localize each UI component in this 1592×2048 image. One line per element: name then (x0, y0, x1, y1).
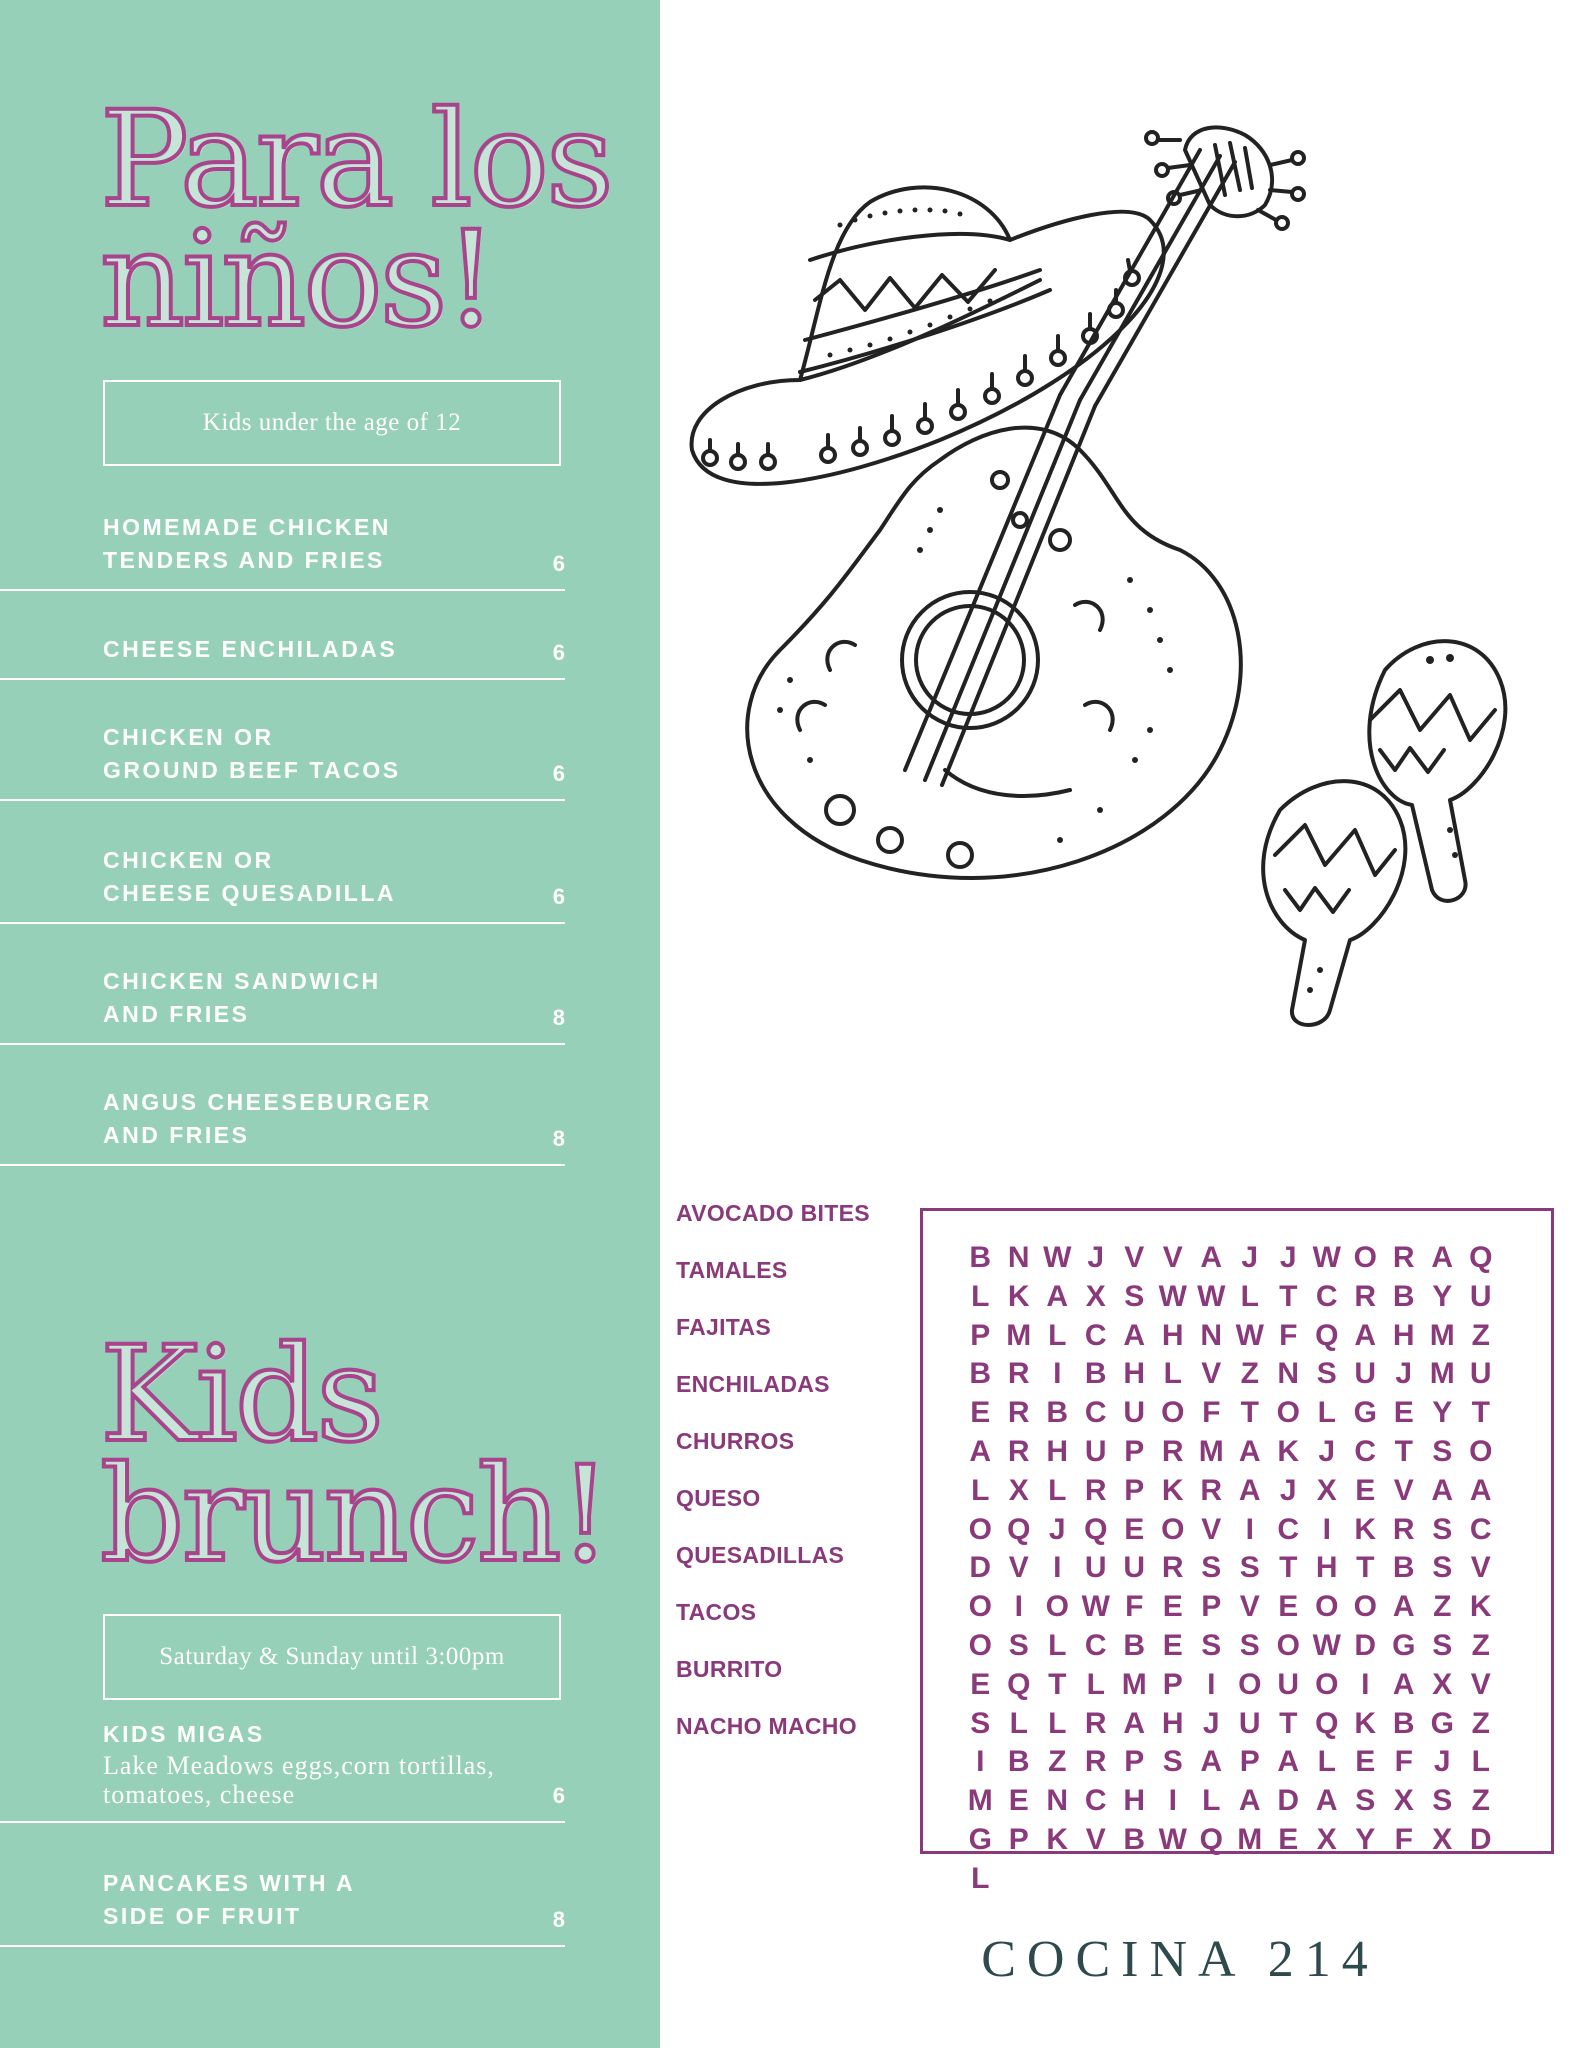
word-search-letter[interactable]: S (1201, 1551, 1222, 1585)
word-search-letter[interactable]: L (971, 1861, 990, 1895)
word-search-letter[interactable]: M (1429, 1318, 1455, 1352)
word-search-letter[interactable]: P (1162, 1667, 1183, 1701)
menu-item-name: CHICKEN OR GROUND BEEF TACOS (103, 724, 401, 783)
word-search-letter[interactable]: I (1361, 1667, 1370, 1701)
word-search-letter[interactable]: W (1312, 1241, 1341, 1274)
word-search-letter[interactable]: C (1084, 1396, 1107, 1430)
brand-logo: COCINA 214 (981, 1931, 1379, 1988)
word-search-letter[interactable]: X (1432, 1822, 1453, 1856)
menu-item-name (103, 1718, 523, 1809)
word-search-letter[interactable]: Q (1199, 1822, 1223, 1856)
guitar-icon (747, 127, 1304, 878)
word-search-letter[interactable]: I (1322, 1512, 1331, 1546)
word-search-letter[interactable]: Z (1048, 1745, 1067, 1779)
word-list-item: NACHO MACHO (676, 1713, 857, 1739)
word-search-letter[interactable]: O (968, 1628, 992, 1662)
word-search-letter[interactable]: L (1048, 1706, 1067, 1740)
word-search-letter[interactable]: X (1085, 1279, 1106, 1313)
menu-item-price: 8 (552, 1907, 565, 1932)
word-search-letter[interactable]: T (1356, 1551, 1375, 1585)
word-search-letter[interactable]: J (1087, 1241, 1105, 1274)
word-search-letter[interactable]: I (1053, 1551, 1062, 1585)
word-search-letter[interactable]: R (1084, 1706, 1107, 1740)
word-search-letter[interactable]: A (969, 1434, 992, 1468)
word-search-letter[interactable]: U (1084, 1434, 1107, 1468)
word-search-letter[interactable]: O (1469, 1434, 1493, 1468)
word-search-letter[interactable]: L (1240, 1279, 1259, 1313)
word-search-letter[interactable]: E (1355, 1473, 1376, 1507)
word-list-item: QUESO (676, 1485, 761, 1511)
word-search-letter[interactable]: I (1014, 1590, 1023, 1624)
word-search-letter[interactable]: E (970, 1667, 991, 1701)
word-search-letter[interactable]: H (1161, 1318, 1184, 1352)
word-search-letter[interactable]: A (1200, 1241, 1223, 1274)
word-search-letter[interactable]: R (1392, 1512, 1415, 1546)
word-search-letter[interactable]: L (1163, 1357, 1182, 1391)
word-search-letter[interactable]: P (1008, 1822, 1029, 1856)
word-search-letter[interactable]: K (1354, 1706, 1377, 1740)
word-search-letter[interactable]: B (1007, 1745, 1030, 1779)
word-search-letter[interactable]: T (1048, 1667, 1067, 1701)
word-search-letter[interactable]: S (1201, 1628, 1222, 1662)
word-search-letter[interactable]: O (1353, 1241, 1377, 1274)
word-search-letter[interactable]: B (1392, 1279, 1415, 1313)
word-search-letter[interactable]: F (1279, 1318, 1298, 1352)
word-search-letter[interactable]: N (1277, 1357, 1300, 1391)
word-search-letter[interactable]: O (1238, 1667, 1262, 1701)
word-search-letter[interactable]: Q (1007, 1667, 1031, 1701)
word-search-letter[interactable]: Y (1355, 1822, 1376, 1856)
word-search-letter[interactable]: O (1161, 1396, 1185, 1430)
word-search-letter[interactable]: S (1239, 1551, 1260, 1585)
word-search-letter[interactable]: N (1007, 1241, 1030, 1274)
word-search-letter[interactable]: J (1318, 1434, 1336, 1468)
word-search-letter[interactable]: T (1279, 1551, 1298, 1585)
word-search-letter[interactable]: L (1202, 1784, 1221, 1818)
word-search-letter[interactable]: H (1161, 1706, 1184, 1740)
menu-item-description: Lake Meadows eggs,corn tortillas, tomatoes, cheese (103, 1751, 495, 1809)
word-search-letter[interactable]: V (1124, 1241, 1145, 1274)
word-search-letter[interactable]: O (968, 1590, 992, 1624)
word-search-letter[interactable]: L (1048, 1473, 1067, 1507)
word-search-letter[interactable]: F (1125, 1590, 1144, 1624)
word-search-letter[interactable]: J (1279, 1473, 1297, 1507)
kids-age-note: Kids under the age of 12 (103, 380, 561, 466)
word-search-letter[interactable]: E (1162, 1628, 1183, 1662)
word-search-letter[interactable]: A (1392, 1667, 1415, 1701)
word-list-item: ENCHILADAS (676, 1371, 830, 1397)
word-search-letter[interactable]: A (1046, 1279, 1069, 1313)
word-search-letter[interactable]: O (1353, 1590, 1377, 1624)
word-search-letter[interactable]: R (1354, 1279, 1377, 1313)
word-search-letter[interactable]: Z (1433, 1590, 1452, 1624)
word-search-letter[interactable]: A (1238, 1434, 1261, 1468)
menu-item-name: CHEESE ENCHILADAS (103, 636, 398, 662)
word-search-letter[interactable]: W (1158, 1822, 1187, 1856)
word-search-letter[interactable]: M (1006, 1318, 1032, 1352)
menu-item-name: CHICKEN SANDWICH AND FRIES (103, 968, 381, 1027)
word-search-letter[interactable]: S (1239, 1628, 1260, 1662)
word-search-letter[interactable]: I (1168, 1784, 1177, 1818)
word-search-letter[interactable]: H (1046, 1434, 1069, 1468)
word-search-letter[interactable]: L (971, 1279, 990, 1313)
word-search-letter[interactable]: O (1276, 1628, 1300, 1662)
word-search-letter[interactable]: B (969, 1357, 992, 1391)
word-search-letter[interactable]: A (1354, 1318, 1377, 1352)
word-search-letter[interactable]: G (968, 1822, 992, 1856)
word-search-letter[interactable]: P (1124, 1745, 1145, 1779)
word-search-letter[interactable]: K (1469, 1590, 1492, 1624)
word-search-letter[interactable]: Q (1469, 1241, 1493, 1274)
word-search-letter[interactable]: F (1394, 1745, 1413, 1779)
word-search-letter[interactable]: P (1239, 1745, 1260, 1779)
word-search-letter[interactable]: K (1007, 1279, 1030, 1313)
word-search-letter[interactable]: J (1433, 1745, 1451, 1779)
kids-menu-title: Para los niños! (100, 83, 611, 357)
menu-item-name: HOMEMADE CHICKEN TENDERS AND FRIES (103, 514, 391, 573)
word-search-letter[interactable]: F (1394, 1822, 1413, 1856)
word-search-letter[interactable]: D (1354, 1628, 1377, 1662)
menu-item-price: 6 (552, 761, 565, 786)
word-search-letter[interactable]: V (1085, 1822, 1106, 1856)
word-search-letter[interactable]: J (1048, 1512, 1066, 1546)
word-search-letter[interactable]: Q (1084, 1512, 1108, 1546)
word-search-letter[interactable]: U (1123, 1551, 1146, 1585)
word-search-letter[interactable]: V (1470, 1551, 1491, 1585)
word-search-letter[interactable]: M (1429, 1357, 1455, 1391)
word-search-letter[interactable]: S (1124, 1279, 1145, 1313)
word-search-letter[interactable]: T (1240, 1396, 1259, 1430)
word-search-letter[interactable]: R (1084, 1473, 1107, 1507)
word-search-letter[interactable]: J (1202, 1706, 1220, 1740)
word-search-letter[interactable]: S (1432, 1784, 1453, 1818)
word-search-letter[interactable]: S (1432, 1512, 1453, 1546)
word-search-letter[interactable]: L (1471, 1745, 1490, 1779)
word-search-letter[interactable]: G (1430, 1706, 1454, 1740)
menu-item (0, 1043, 565, 1166)
brunch-title: Kids brunch! (100, 1318, 609, 1592)
menu-item (0, 1700, 565, 1823)
word-search-letter[interactable]: O (1276, 1396, 1300, 1430)
word-search-letter[interactable]: E (1355, 1745, 1376, 1779)
word-search-letter[interactable]: V (1470, 1667, 1491, 1701)
word-search-letter[interactable]: W (1043, 1241, 1072, 1274)
word-search-letter[interactable]: C (1277, 1512, 1300, 1546)
word-search-letter[interactable]: P (970, 1318, 991, 1352)
word-list-item: TACOS (676, 1599, 757, 1625)
word-search-letter[interactable]: A (1200, 1745, 1223, 1779)
word-search-letter[interactable]: T (1471, 1396, 1490, 1430)
word-search-letter[interactable]: D (969, 1551, 992, 1585)
word-search-letter[interactable]: J (1241, 1241, 1259, 1274)
word-search-letter[interactable]: H (1123, 1357, 1146, 1391)
word-search-letter[interactable]: I (1053, 1357, 1062, 1391)
word-search-letter[interactable]: B (1084, 1357, 1107, 1391)
word-search-letter[interactable]: L (1317, 1396, 1336, 1430)
word-search-letter[interactable]: A (1469, 1473, 1492, 1507)
word-search-letter[interactable]: S (1162, 1745, 1183, 1779)
word-search-letter[interactable]: B (1392, 1551, 1415, 1585)
word-search-letter[interactable]: W (1081, 1590, 1110, 1624)
menu-item-price: 8 (552, 1005, 565, 1030)
word-search-letter[interactable]: V (1162, 1241, 1183, 1274)
kids-menu-panel (0, 0, 660, 2048)
word-search-letter[interactable]: K (1046, 1822, 1069, 1856)
word-list-item: FAJITAS (676, 1314, 771, 1340)
word-search-letter[interactable]: Z (1471, 1784, 1490, 1818)
menu-item-name: CHICKEN OR CHEESE QUESADILLA (103, 847, 396, 906)
word-search-letter[interactable]: G (1353, 1396, 1377, 1430)
menu-item-price: 6 (552, 640, 565, 665)
word-search-letter[interactable]: S (1432, 1551, 1453, 1585)
word-search-letter[interactable]: R (1084, 1745, 1107, 1779)
word-search-letter[interactable]: E (1008, 1784, 1029, 1818)
word-search-letter[interactable]: S (970, 1706, 991, 1740)
word-search-letter[interactable]: A (1123, 1706, 1146, 1740)
word-search-letter[interactable]: X (1008, 1473, 1029, 1507)
word-search-letter[interactable]: W (1235, 1318, 1264, 1352)
word-search-letter[interactable]: A (1238, 1473, 1261, 1507)
word-search-letter[interactable]: A (1431, 1241, 1454, 1274)
word-search-letter[interactable]: F (1202, 1396, 1221, 1430)
word-search-letter[interactable]: L (971, 1473, 990, 1507)
word-search-letter[interactable]: L (1048, 1318, 1067, 1352)
word-search-letter[interactable]: R (1200, 1473, 1223, 1507)
menu-item-price: 6 (552, 551, 565, 576)
word-search-letter[interactable]: C (1084, 1628, 1107, 1662)
word-search-letter[interactable]: L (1048, 1628, 1067, 1662)
word-search-letter[interactable]: M (967, 1784, 993, 1818)
word-search-letter[interactable]: I (976, 1745, 985, 1779)
word-search-letter[interactable]: B (969, 1241, 992, 1274)
maracas-icon (1263, 641, 1505, 1025)
word-search-letter[interactable]: K (1161, 1473, 1184, 1507)
word-search-letter[interactable]: E (1393, 1396, 1414, 1430)
word-search-letter[interactable]: B (1392, 1706, 1415, 1740)
word-search-letter[interactable]: S (1316, 1357, 1337, 1391)
menu-item (0, 1821, 565, 1947)
word-search-letter[interactable]: E (1124, 1512, 1145, 1546)
word-search-letter[interactable]: P (1201, 1590, 1222, 1624)
word-search-letter[interactable]: H (1392, 1318, 1415, 1352)
word-search-letter[interactable]: V (1201, 1512, 1222, 1546)
word-search-letter[interactable]: K (1354, 1512, 1377, 1546)
menu-item-price: 6 (552, 1783, 565, 1808)
word-search-letter[interactable]: M (1198, 1434, 1224, 1468)
word-search-letter[interactable]: P (1124, 1434, 1145, 1468)
word-search-letter[interactable]: O (1315, 1667, 1339, 1701)
coloring-illustration (680, 110, 1520, 1100)
word-search-letter[interactable]: Z (1471, 1628, 1490, 1662)
word-search-letter[interactable]: O (1161, 1512, 1185, 1546)
word-search-letter[interactable]: Q (1315, 1706, 1339, 1740)
word-search-letter[interactable]: E (1278, 1590, 1299, 1624)
word-search-letter[interactable]: X (1393, 1784, 1414, 1818)
word-search-letter[interactable]: S (1355, 1784, 1376, 1818)
word-search-letter[interactable]: D (1277, 1784, 1300, 1818)
word-search-letter[interactable]: Z (1471, 1706, 1490, 1740)
word-search-letter[interactable]: Y (1432, 1279, 1453, 1313)
word-search-letter[interactable]: W (1312, 1628, 1341, 1662)
word-search-letter[interactable]: A (1123, 1318, 1146, 1352)
word-search-letter[interactable]: X (1316, 1473, 1337, 1507)
word-search-letter[interactable]: O (1045, 1590, 1069, 1624)
word-search-letter[interactable]: T (1279, 1706, 1298, 1740)
word-search-letter[interactable]: Y (1432, 1396, 1453, 1430)
word-search-letter[interactable]: C (1354, 1434, 1377, 1468)
menu-item (0, 589, 565, 680)
word-search-letter[interactable]: Z (1471, 1318, 1490, 1352)
word-search-letter[interactable]: R (1161, 1551, 1184, 1585)
word-search-puzzle (920, 1208, 1554, 1895)
word-search-letter[interactable]: B (1123, 1822, 1146, 1856)
word-search-letter[interactable]: T (1394, 1434, 1413, 1468)
word-search-letter[interactable]: R (1007, 1396, 1030, 1430)
word-search-letter[interactable]: R (1392, 1241, 1415, 1274)
word-search-letter[interactable]: Q (1007, 1512, 1031, 1546)
word-search-letter[interactable]: L (1086, 1667, 1105, 1701)
word-search-letter[interactable]: O (1315, 1590, 1339, 1624)
word-search-letter[interactable]: C (1084, 1318, 1107, 1352)
word-search-letter[interactable]: E (1162, 1590, 1183, 1624)
word-search-letter[interactable]: I (1245, 1512, 1254, 1546)
word-search-letter[interactable]: E (970, 1396, 991, 1430)
word-list (676, 1200, 906, 1770)
menu-item (0, 799, 565, 924)
word-search-letter[interactable]: K (1277, 1434, 1300, 1468)
word-search-letter[interactable]: M (1237, 1822, 1263, 1856)
word-list-item: BURRITO (676, 1656, 783, 1682)
word-search-grid (961, 1239, 1500, 1899)
word-search-letter[interactable]: A (1431, 1473, 1454, 1507)
word-list-item: TAMALES (676, 1257, 788, 1283)
word-search-letter[interactable]: A (1277, 1745, 1300, 1779)
word-search-letter[interactable]: H (1123, 1784, 1146, 1818)
menu-item (0, 514, 565, 591)
word-search-letter[interactable]: C (1084, 1784, 1107, 1818)
menu-item-title: KIDS MIGAS (103, 1721, 265, 1747)
word-search-letter[interactable]: C (1315, 1279, 1338, 1313)
word-search-letter[interactable]: T (1279, 1279, 1298, 1313)
word-search-letter[interactable]: V (1393, 1473, 1414, 1507)
word-search-letter[interactable]: I (1207, 1667, 1216, 1701)
word-search-letter[interactable]: W (1158, 1279, 1187, 1313)
word-search-letter[interactable]: S (1432, 1628, 1453, 1662)
word-search-letter[interactable]: M (1121, 1667, 1147, 1701)
word-search-letter[interactable]: E (1278, 1822, 1299, 1856)
word-search-letter[interactable]: R (1007, 1357, 1030, 1391)
word-search-letter[interactable]: B (1046, 1396, 1069, 1430)
word-search-letter[interactable]: A (1315, 1784, 1338, 1818)
word-search-letter[interactable]: D (1469, 1822, 1492, 1856)
word-search-letter[interactable]: W (1197, 1279, 1226, 1313)
word-search-letter[interactable]: S (1008, 1628, 1029, 1662)
word-search-letter[interactable]: L (1317, 1745, 1336, 1779)
word-search-letter[interactable]: A (1392, 1590, 1415, 1624)
word-search-letter[interactable]: R (1007, 1434, 1030, 1468)
word-search-letter[interactable]: O (968, 1512, 992, 1546)
word-search-letter[interactable]: U (1123, 1396, 1146, 1430)
word-list-item: CHURROS (676, 1428, 795, 1454)
menu-item-name: PANCAKES WITH A SIDE OF FRUIT (103, 1870, 356, 1929)
word-list-item: QUESADILLAS (676, 1542, 845, 1568)
word-search-letter[interactable]: U (1277, 1667, 1300, 1701)
word-search-letter[interactable]: U (1084, 1551, 1107, 1585)
word-search-letter[interactable]: N (1046, 1784, 1069, 1818)
word-search-letter[interactable]: V (1008, 1551, 1029, 1585)
word-search-letter[interactable]: X (1432, 1667, 1453, 1701)
word-search-letter[interactable]: U (1238, 1706, 1261, 1740)
word-search-letter[interactable]: J (1279, 1241, 1297, 1274)
word-search-letter[interactable]: Z (1240, 1357, 1259, 1391)
word-search-letter[interactable]: U (1354, 1357, 1377, 1391)
word-search-letter[interactable]: V (1239, 1590, 1260, 1624)
word-search-letter[interactable]: J (1395, 1357, 1413, 1391)
word-search-letter[interactable]: N (1200, 1318, 1223, 1352)
word-search-letter[interactable]: V (1201, 1357, 1222, 1391)
word-search-letter[interactable]: X (1316, 1822, 1337, 1856)
word-search-letter[interactable]: B (1123, 1628, 1146, 1662)
word-search-letter[interactable]: L (1009, 1706, 1028, 1740)
menu-item (0, 678, 565, 801)
word-search-letter[interactable]: H (1315, 1551, 1338, 1585)
word-list-item: AVOCADO BITES (676, 1200, 870, 1226)
word-search-letter[interactable]: S (1432, 1434, 1453, 1468)
brunch-hours-note: Saturday & Sunday until 3:00pm (103, 1614, 561, 1700)
menu-item-price: 6 (552, 884, 565, 909)
word-search-letter[interactable]: U (1469, 1279, 1492, 1313)
word-search-letter[interactable]: R (1161, 1434, 1184, 1468)
word-search-letter[interactable]: C (1469, 1512, 1492, 1546)
menu-item (0, 922, 565, 1045)
word-search-letter[interactable]: Q (1315, 1318, 1339, 1352)
word-search-letter[interactable]: P (1124, 1473, 1145, 1507)
menu-item-price: 8 (552, 1126, 565, 1151)
menu-item-name: ANGUS CHEESEBURGER AND FRIES (103, 1089, 432, 1148)
word-search-letter[interactable]: G (1392, 1628, 1416, 1662)
word-search-letter[interactable]: A (1238, 1784, 1261, 1818)
word-search-letter[interactable]: U (1469, 1357, 1492, 1391)
